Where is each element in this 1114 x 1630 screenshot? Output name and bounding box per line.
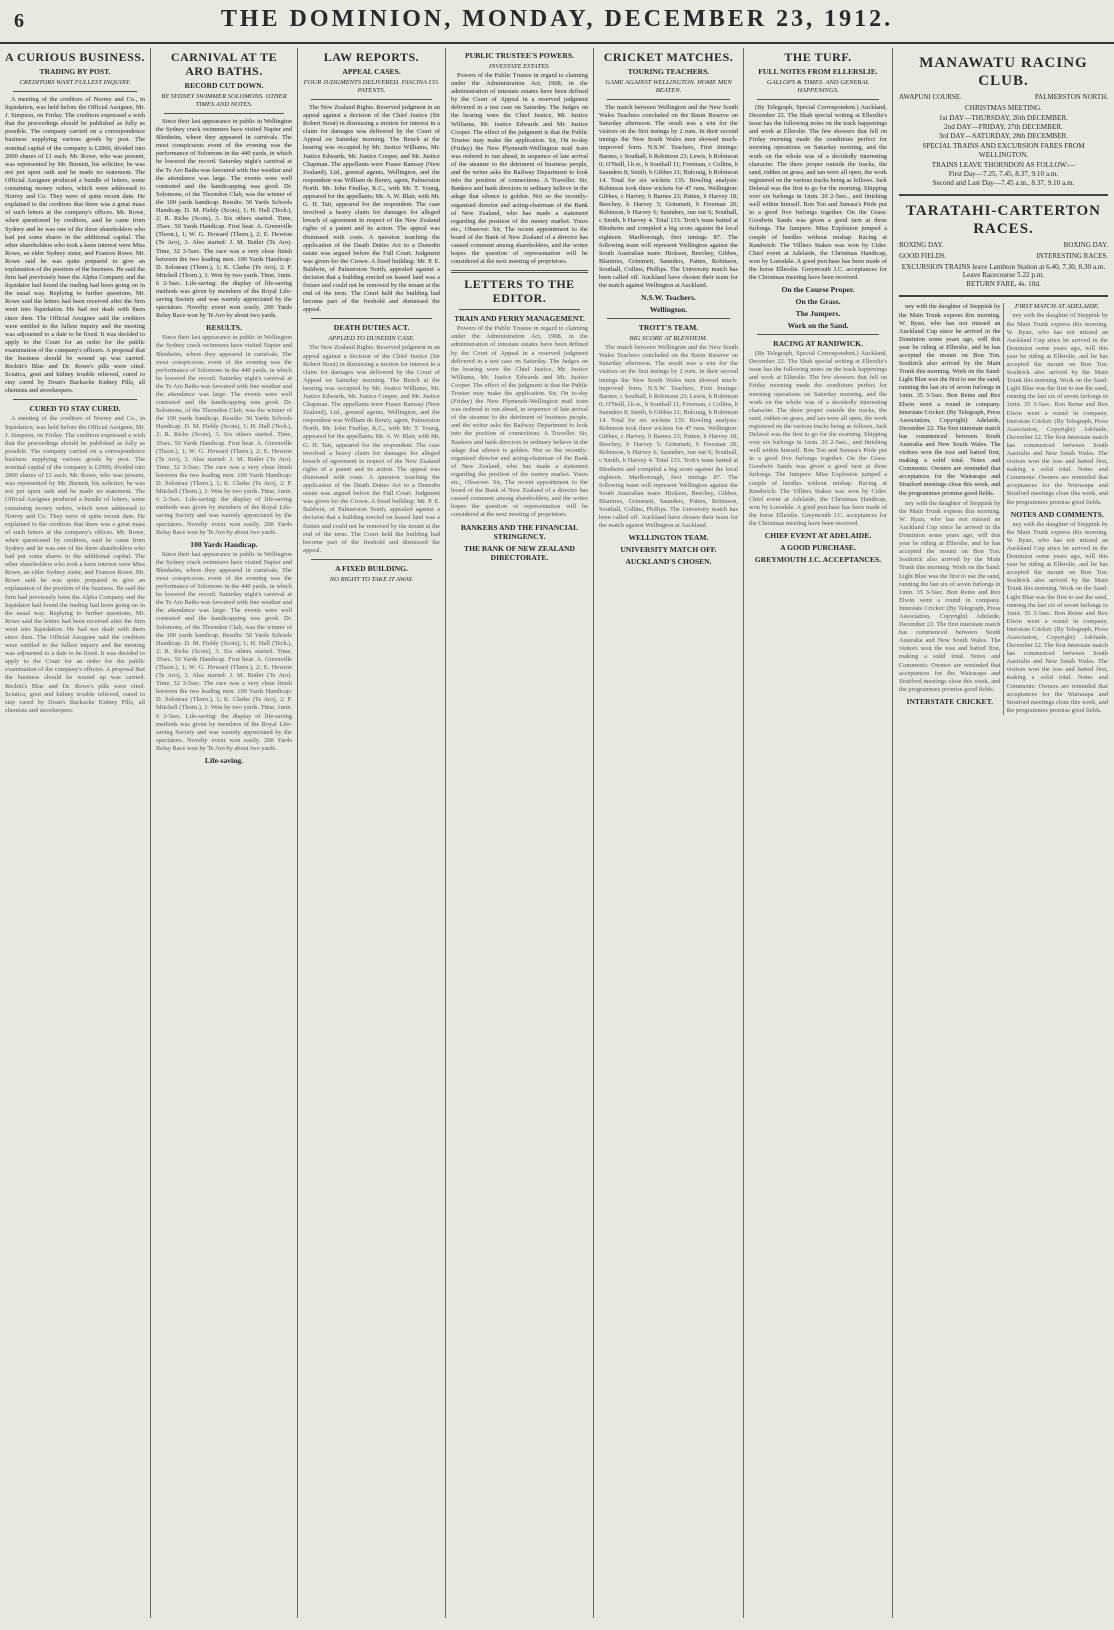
article-body: The New Zealand Rights. Reserved judgment in an appeal against a decision of the Chief Justice (Sir Robert Stout) in dismissing a motion for interest in a claim for damages was delivered by the Court of Appeal on Saturday morning. The Bench at the hearing was occupied by Mr. Justice Williams, Mr. Justice Edwards, Mr. Justice Cooper, and Mr. Justice Chapman. The appellants were Fraser Ramsay (New Zealand), Ltd., general agents, Wellington, and the respondent was William de Renzy, agent, Palmerston North. Mr. John Findlay, K.C., with Mr. T. Young, appeared for the appellants; Mr. A. W. Blair, with Mr. G. H. Tait, appeared for the respondent. The case involved a heavy claim for damages for alleged breach of agreement in respect of the New Zealand rights of a patent and its action. The appeal was dismissed with costs. A question touching the application of the Death Duties Act to a Dunedin estate was argued before the Full Court. Judgment was given for the Crown. A fixed building: Mr. P. E. Baldwin, of Palmerston North, appealed against a decision that a building erected on leased land was a fixture and could not be removed by the tenant at the end of the term. The Court held the building had become part of the freehold and dismissed the appeal. <box>303 104 440 314</box>
subheadline: N.S.W. Teachers. <box>641 293 696 303</box>
subheadline: RESULTS. <box>206 323 242 333</box>
ad-boxing-left: BOXING DAY. <box>899 240 944 249</box>
subheadline: RECORD CUT DOWN. <box>184 81 264 90</box>
article-body: The match between Wellington and the New South Wales Teachers concluded on the Basin Reserve on Saturday afternoon. The result was a win for the visitors on the first innings by 2 runs. In their second innings the New South Wales men showed much-improved form. N.S.W. Teachers, First Innings: Barnes, c Southall, b Robinson 23; Lewis, b Robinson 0; O'Neill, l.b.w., b Southall 11; Freeman, c Collins, b Saunders 8; Smith, b Gibbes 21; Bulcraig, b Robinson 14. Total for six wickets 135. Bowling analysis: Robinson took three wickets for 47 runs. Wellington: Gibbes, c Harvey, b Barnes 23; Patten, b Harvey 18; Beechey, b Harvey 5; Grimmett, b Freeman 20; Robinson, b Harvey 6; Saunders, run out 6; Southall, c Smith, b Harvey 4. Total 133. Trott's team batted at Blenheim and compiled a big score against the local eighteen. Marlborough, first innings 87. The following team will represent Wellington against the South Australian team: Hickson, Beechey, Gibbes, Blamires, Grimmett, Saunders, Patten, Robinson, Southall, Collins, Phillips. The University match has been called off. Auckland have chosen their team for the match against Wellington at Auckland. <box>599 344 738 530</box>
ad-meeting: CHRISTMAS MEETING. <box>964 104 1043 113</box>
subheadline: TOURING TEACHERS. <box>627 67 710 76</box>
ad-boxing-right: BOXING DAY. <box>1063 240 1108 249</box>
subheadline: INTERSTATE CRICKET. <box>906 696 993 706</box>
subheadline: On the Grass. <box>795 297 841 307</box>
divider <box>757 334 879 335</box>
column-4 <box>445 48 593 1618</box>
ad-course: AWAPUNI COURSE. <box>899 93 962 101</box>
subheadline: On the Course Proper. <box>781 285 855 295</box>
subheadline: CHIEF EVENT AT ADELAIDE. <box>764 531 872 541</box>
kicker: INVESTATE ESTATES. <box>488 63 551 70</box>
subheadline: 100 Yards Handicap. <box>190 539 258 549</box>
article-body: The New Zealand Rights. Reserved judgment in an appeal against a decision of the Chief Justice (Sir Robert Stout) in dismissing a motion for interest in a claim for damages was delivered by the Court of Appeal on Saturday morning. The Bench at the hearing was occupied by Mr. Justice Williams, Mr. Justice Edwards, Mr. Justice Cooper, and Mr. Justice Chapman. The appellants were Fraser Ramsay (New Zealand), Ltd., general agents, Wellington, and the respondent was William de Renzy, agent, Palmerston North. Mr. John Findlay, K.C., with Mr. T. Young, appeared for the appellants; Mr. A. W. Blair, with Mr. G. H. Tait, appeared for the respondent. The case involved a heavy claim for damages for alleged breach of agreement in respect of the New Zealand rights of a patent and its action. The appeal was dismissed with costs. A question touching the application of the Death Duties Act to a Dunedin estate was argued before the Full Court. Judgment was given for the Crown. A fixed building: Mr. P. E. Baldwin, of Palmerston North, appealed against a decision that a building erected on leased land was a fixture and could not be removed by the tenant at the end of the term. The Court held the building had become part of the freehold and dismissed the appeal. <box>303 344 440 554</box>
column-2 <box>150 48 297 1618</box>
article-body: ney with the daughter of Steppink by the Main Trunk express this morning. W. Ryan, who has not missed an Auckland Cup since he arrived in the Dominion some years ago, will this year be riding at Ellerslie, and he has accepted the mount on Bon Ton. Soultrick also arrived by the Main Trunk this morning. Work on the Sand: Light Blue was the first to use the sand, running the last six of seven furlongs in 1min. 35 3-5sec. Bon Reine and Rex Elwin went a round in company. Interstate Cricket: (By Telegraph, Press Association, Copyright) Adelaide, December 22. The first interstate match has commenced between South Australia and New South Wales. The visitors won the toss and batted first, making a solid total. Notes and Comments: Owners are reminded that acceptances for the Wairarapa and Stratford meetings close this week, and the programmes promise good fields. <box>899 303 1001 497</box>
article-body: Since their last appearance in public in Wellington the Sydney crack swimmers have visited Napier and Blenheim, where they appeared in carnivals. The most conspicuous event of the evening was the performance of Solomons in the 440 yards, in which he lowered the record. Saturday night's carnival at the Te Aro Baths was favoured with fine weather and the attendance was large. The events were well contested and the handicapping was good. Dr. Solomons, of the Thorndon Club, was the winner of the 100 yards handicap. Results: 50 Yards Schools Handicap. D. M. Fieldy (Scots), 1; H. Hall (Tech.), 2; R. Ricks (Scots), 3. Six others started. Time, 35sec. 50 Yards Handicap. First heat: A. Greenville (Thorn.), 1; W. G. Howard (Thorn.), 2; E. Hewton (Te Aro), 3. Also started: J. M. Butler (Te Aro). Time, 32 3-5sec. The race was a very close finish between the two leading men. 100 Yards Handicap: D. Soloman (Thorn.), 1; K. Clarke (Te Aro), 2; P. Mitchell (Thorn.), 3. Won by two yards. Time, 1min. 6 2-5sec. Life-saving: the display of life-saving methods was given by members of the Royal Life-saving Society and was warmly appreciated by the spectators. Novelty event won easily. 200 Yards Relay Race won by Te Aro by about two yards. <box>156 334 292 536</box>
kicker: GALLOPS & TIMES. AND GENERAL HAPPENINGS. <box>766 79 870 94</box>
article-body: ney with the daughter of Steppink by the Main Trunk express this morning. W. Ryan, who has not missed an Auckland Cup since he arrived in the Dominion some years ago, will this year be riding at Ellerslie, and he has accepted the mount on Bon Ton. Soultrick also arrived by the Main Trunk this morning. Work on the Sand: Light Blue was the first to use the sand, running the last six of seven furlongs in 1min. 35 3-5sec. Bon Reine and Rex Elwin went a round in company. Interstate Cricket: (By Telegraph, Press Association, Copyright) Adelaide, December 22. The first interstate match has commenced between South Australia and New South Wales. The visitors won the toss and batted first, making a solid total. Notes and Comments: Owners are reminded that acceptances for the Wairarapa and Stratford meetings close this week, and the programmes promise good fields. <box>899 499 1001 693</box>
kicker: BIG SCORE AT BLENHEIM. <box>629 335 708 343</box>
subheadline: TRAIN AND FERRY MANAGEMENT. <box>454 314 585 324</box>
kicker: CREDITORS WANT FULLEST INQUIRY. <box>19 79 131 86</box>
article-body: Powers of the Public Trustee in regard to claiming under the Administration Act, 1908, in the administration of intestate estates have been defined by the Court of Appeal in a reserved judgment delivered in a test case on Saturday. The Judges on the hearing were the Chief Justice, Mr. Justice Williams, Mr. Justice Edwards and Mr. Justice Cooper. The effect of the judgment is that the Public Trustee may make the application. Sir, On to-day (Friday) the New Plymouth-Wellington mail train was ordered to run ahead, in sequence of late arrival of the steamer to the detriment of business people, and the writer asks the Railway Department to look into the position of connections. A Traveller. Sir, Bankers and bank directors in ordinary believe in the adage that silence is golden. Not so the recently-organised director and acting-chairman of the Bank of New Zealand, who has made a statement regarding the position of the money market. Yours etc., Observer. Sir, The recent appointment to the board of the Bank of New Zealand of a director has caused comment among shareholders, and the writer hopes the question of representation will be considered at the next meeting of proprietors. <box>451 325 588 519</box>
divider <box>311 99 432 100</box>
subheadline: DEATH DUTIES ACT. <box>333 323 410 333</box>
ad-fields: GOOD FIELDS. <box>899 252 947 261</box>
article-body: Powers of the Public Trustee in regard to claiming under the Administration Act, 1908, in the administration of intestate estates have been defined by the Court of Appeal in a reserved judgment delivered in a test case on Saturday. The Judges on the hearing were the Chief Justice, Mr. Justice Williams, Mr. Justice Edwards and Mr. Justice Cooper. The effect of the judgment is that the Public Trustee may make the application. Sir, On to-day (Friday) the New Plymouth-Wellington mail train was ordered to run ahead, in sequence of late arrival of the steamer to the detriment of business people, and the writer asks the Railway Department to look into the position of connections. A Traveller. Sir, Bankers and bank directors in ordinary believe in the adage that silence is golden. Not so the recently-organised director and acting-chairman of the Bank of New Zealand, who has made a statement regarding the position of the money market. Yours etc., Observer. Sir, The recent appointment to the board of the Bank of New Zealand of a director has caused comment among shareholders, and the writer hopes the question of representation will be considered at the next meeting of proprietors. <box>451 72 588 266</box>
headline: CRICKET MATCHES. <box>603 50 734 64</box>
kicker: NO RIGHT TO TAKE IT AWAY. <box>329 575 414 583</box>
subheadline: The Jumpers. <box>795 309 841 319</box>
column-1 <box>0 48 150 1618</box>
article-body: (By Telegraph, Special Correspondent.) Auckland, December 22. The Shah special writing at Ellerslie's issue has the following notes on the track happenings and work at Ellerslie. The few showers that fell on Friday morning made the conditions perfect for morning operations on Saturday morning, and the work on the whole was of a decidedly interesting character. The three proper outside the tracks, the sand, ridden on grass, and tan were all open, the work registered on the various tracks being as follows. Jack Delaval was the first to go for the morning. Shipping over six furlongs in 1min. 20 2-5sec., and finishing well within himself. Bon Ton and Sunsea's Pride put in a good five furlongs together. On the Grass: Goodwin Sands was given a good turn at three furlongs. The Jumpers: Miss Explosion jumped a couple of hurdles without mishap. Racing at Randwick: The Villiers Stakes was won by Cider. Chief event at Adelaide, the Christmas Handicap, won by Lonsdale. A good purchase has been made of the horse Ellerslie. Greymouth J.C. acceptances for the Christmas meeting have been received. <box>749 350 887 528</box>
article-body: (By Telegraph, Special Correspondent.) Auckland, December 22. The Shah special writing at Ellerslie's issue has the following notes on the track happenings and work at Ellerslie. The few showers that fell on Friday morning made the conditions perfect for morning operations on Saturday morning, and the work on the whole was of a decidedly interesting character. The three proper outside the tracks, the sand, ridden on grass, and tan were all open, the work registered on the various tracks being as follows. Jack Delaval was the first to go for the morning. Shipping over six furlongs in 1min. 20 2-5sec., and finishing well within himself. Bon Ton and Sunsea's Pride put in a good five furlongs together. On the Grass: Goodwin Sands was given a good turn at three furlongs. The Jumpers: Miss Explosion jumped a couple of hurdles without mishap. Racing at Randwick: The Villiers Stakes was won by Cider. Chief event at Adelaide, the Christmas Handicap, won by Lonsdale. A good purchase has been made of the horse Ellerslie. Greymouth J.C. acceptances for the Christmas meeting have been received. <box>749 104 887 281</box>
ad-title: TARATAHI-CARTERTON RACES. <box>905 202 1102 237</box>
subheadline: THE BANK OF NEW ZEALAND DIRECTORATE. <box>464 543 575 562</box>
ad-times-1: First Day—7.25, 7.45, 8.37, 9.10 a.m. <box>948 169 1059 178</box>
advertisement-column <box>892 48 1114 1618</box>
article-body: A meeting of the creditors of Norrey and Co., in liquidation, was held before the Official Assignee, Mr. J. Simpson, on Friday. The creditors expressed a wish that the proceedings should be published as fully as possible. The company carried on a correspondence business supplying various goods by post. The nominal capital of the company is £2000, divided into 2000 shares of £1 each. Mr. Rowe, who was present, was represented by Mr. Burnett, his solicitor; he was not put upon oath and he made no statement. The Official Assignee produced a bundle of letters, some containing money orders, which were addressed to Norrey and Co. They were of quite recent date. He explained to the creditors that there was a great mass of such letters at the company's offices. Mr. Rowe, when questioned by creditors, said he came from Sydney and he was one of the three shareholders who had put some shares in the additional capital. The other shareholders who took a keen interest were Miss Rowe, an elder Sydney sister, and Frances Rowe. Mr. Rowe said he was quite prepared to give an explanation of the position of the business. He said the firm had previously been the Alpha Company and the liquidator had found the trading had been going on in the usual way. Replying to further questions, Mr. Rowe said the letters had been received after the firm went into liquidation. He had not dealt with them since then. The Official Assignee said the creditors were entitled to the fullest inquiry and the meeting was adjourned to a date to be fixed. It was decided to apply to the Court for an order for the public examination of the company's officers. A proposal that the business should be wound up was carried. Reckitt's Blue and Dr. Rowe's pills were cited. Sciatica, gout and kidney trouble relieved, cured to stay cured by Doan's Backache Kidney Pills, all chemists and storekeepers. <box>5 415 145 714</box>
subheadline: CURED TO STAY CURED. <box>29 404 121 414</box>
column-6 <box>743 48 892 1618</box>
manawatu-racing-ad <box>899 54 1108 196</box>
ad-location-row <box>899 93 1108 101</box>
headline: LAW REPORTS. <box>323 50 420 64</box>
subheadline: WELLINGTON TEAM. <box>628 533 709 543</box>
ad-title: MANAWATU RACING CLUB. <box>919 55 1088 89</box>
headline: LETTERS TO THE EDITOR. <box>464 277 575 306</box>
subheadline: AUCKLAND'S CHOSEN. <box>625 557 712 567</box>
kicker: APPLIED TO DUNEDIN CASE. <box>328 335 415 343</box>
headline: THE TURF. <box>784 50 852 64</box>
divider <box>459 309 580 310</box>
divider <box>164 113 284 114</box>
ad-times-2: Second and Last Day—7.45 a.m., 8.37, 9.10 a.m. <box>932 178 1075 187</box>
subheadline: A FIXED BUILDING. <box>335 563 408 573</box>
ad-day-1: 1st DAY—THURSDAY, 26th DECEMBER. <box>939 114 1068 123</box>
subheadline: NOTES AND COMMENTS. <box>1010 509 1104 519</box>
article-body: Since their last appearance in public in Wellington the Sydney crack swimmers have visited Napier and Blenheim, where they appeared in carnivals. The most conspicuous event of the evening was the performance of Solomons in the 440 yards, in which he lowered the record. Saturday night's carnival at the Te Aro Baths was favoured with fine weather and the attendance was large. The events were well contested and the handicapping was good. Dr. Solomons, of the Thorndon Club, was the winner of the 100 yards handicap. Results: 50 Yards Schools Handicap. D. M. Fieldy (Scots), 1; H. Hall (Tech.), 2; R. Ricks (Scots), 3. Six others started. Time, 35sec. 50 Yards Handicap. First heat: A. Greenville (Thorn.), 1; W. G. Howard (Thorn.), 2; E. Hewton (Te Aro), 3. Also started: J. M. Butler (Te Aro). Time, 32 3-5sec. The race was a very close finish between the two leading men. 100 Yards Handicap: D. Soloman (Thorn.), 1; K. Clarke (Te Aro), 2; P. Mitchell (Thorn.), 3. Won by two yards. Time, 1min. 6 2-5sec. Life-saving: the display of life-saving methods was given by members of the Royal Life-saving Society and was warmly appreciated by the spectators. Novelty event won easily. 200 Yards Relay Race won by Te Aro by about two yards. <box>156 550 292 752</box>
article-body: ney with the daughter of Steppink by the Main Trunk express this morning. W. Ryan, who has not missed an Auckland Cup since he arrived in the Dominion some years ago, will this year be riding at Ellerslie, and he has accepted the mount on Bon Ton. Soultrick also arrived by the Main Trunk this morning. Work on the Sand: Light Blue was the first to use the sand, running the last six of seven furlongs in 1min. 35 3-5sec. Bon Reine and Rex Elwin went a round in company. Interstate Cricket: (By Telegraph, Press Association, Copyright) Adelaide, December 22. The first interstate match has commenced between South Australia and New South Wales. The visitors won the toss and batted first, making a solid total. Notes and Comments: Owners are reminded that acceptances for the Wairarapa and Stratford meetings close this week, and the programmes promise good fields. <box>1006 520 1108 714</box>
divider <box>451 270 588 273</box>
headline: A CURIOUS BUSINESS. <box>5 50 145 64</box>
subheadline: GREYMOUTH J.C. ACCEPTANCES. <box>754 555 882 565</box>
article-body: ney with the daughter of Steppink by the Main Trunk express this morning. W. Ryan, who has not missed an Auckland Cup since he arrived in the Dominion some years ago, will this year be riding at Ellerslie, and he has accepted the mount on Bon Ton. Soultrick also arrived by the Main Trunk this morning. Work on the Sand: Light Blue was the first to use the sand, running the last six of seven furlongs in 1min. 35 3-5sec. Bon Reine and Rex Elwin went a round in company. Interstate Cricket: (By Telegraph, Press Association, Copyright) Adelaide, December 22. The first interstate match has commenced between South Australia and New South Wales. The visitors won the toss and batted first, making a solid total. Notes and Comments: Owners are reminded that acceptances for the Wairarapa and Stratford meetings close this week, and the programmes promise good fields. <box>1006 312 1108 506</box>
divider <box>607 99 730 100</box>
masthead-title: THE DOMINION, MONDAY, DECEMBER 23, 1912. <box>220 6 894 32</box>
article-body: A meeting of the creditors of Norrey and Co., in liquidation, was held before the Official Assignee, Mr. J. Simpson, on Friday. The creditors expressed a wish that the proceedings should be published as fully as possible. The company carried on a correspondence business supplying various goods by post. The nominal capital of the company is £2000, divided into 2000 shares of £1 each. Mr. Rowe, who was present, was represented by Mr. Burnett, his solicitor; he was not put upon oath and he made no statement. The Official Assignee produced a bundle of letters, some containing money orders, which were addressed to Norrey and Co. They were of quite recent date. He explained to the creditors that there was a great mass of such letters at the company's offices. Mr. Rowe, when questioned by creditors, said he came from Sydney and he was one of the three shareholders who had put some shares in the additional capital. The other shareholders who took a keen interest were Miss Rowe, an elder Sydney sister, and Frances Rowe. Mr. Rowe said he was quite prepared to give an explanation of the position of the business. He said the firm had previously been the Alpha Company and the liquidator had found the trading had been going on in the usual way. Replying to further questions, Mr. Rowe said the letters had been received after the firm went into liquidation. He had not dealt with them since then. The Official Assignee said the creditors were entitled to the fullest inquiry and the meeting was adjourned to a date to be fixed. It was decided to apply to the Court for an order for the public examination of the company's officers. A proposal that the business should be wound up was carried. Reckitt's Blue and Dr. Rowe's pills were cited. Sciatica, gout and kidney trouble relieved, cured to stay cured by Doan's Backache Kidney Pills, all chemists and storekeepers. <box>5 96 145 395</box>
article-body: Since their last appearance in public in Wellington the Sydney crack swimmers have visited Napier and Blenheim, where they appeared in carnivals. The most conspicuous event of the evening was the performance of Solomons in the 440 yards, in which he lowered the record. Saturday night's carnival at the Te Aro Baths was favoured with fine weather and the attendance was large. The events were well contested and the handicapping was good. Dr. Solomons, of the Thorndon Club, was the winner of the 100 yards handicap. Results: 50 Yards Schools Handicap. D. M. Fieldy (Scots), 1; H. Hall (Tech.), 2; R. Ricks (Scots), 3. Six others started. Time, 35sec. 50 Yards Handicap. First heat: A. Greenville (Thorn.), 1; W. G. Howard (Thorn.), 2; E. Hewton (Te Aro), 3. Also started: J. M. Butler (Te Aro). Time, 32 3-5sec. The race was a very close finish between the two leading men. 100 Yards Handicap: D. Soloman (Thorn.), 1; K. Clarke (Te Aro), 2; P. Mitchell (Thorn.), 3. Won by two yards. Time, 1min. 6 2-5sec. Life-saving: the display of life-saving methods was given by members of the Royal Life-saving Society and was warmly appreciated by the spectators. Novelty event won easily. 200 Yards Relay Race won by Te Aro by about two yards. <box>156 118 292 320</box>
divider <box>13 91 137 92</box>
subheadline: BANKERS AND THE FINANCIAL STRINGENCY. <box>460 522 579 541</box>
ad-day-3: 3rd DAY—SATURDAY, 28th DECEMBER. <box>938 132 1069 141</box>
subheadline: TRADING BY POST. <box>39 67 111 76</box>
kicker: FIRST MATCH AT ADELAIDE. <box>1015 303 1100 311</box>
subheadline: Life-saving. <box>204 756 244 766</box>
kicker: BY SYDNEY SWIMMER SOLOMONS. OTHER TIMES AND NOTES. <box>161 93 287 108</box>
column-3 <box>297 48 445 1618</box>
divider <box>13 399 137 400</box>
masthead <box>0 0 1114 44</box>
divider <box>311 559 432 560</box>
subheadline: RACING AT RANDWICK. <box>773 339 863 349</box>
subheadline: TROTT'S TEAM. <box>638 323 699 333</box>
turf-continued-text <box>899 303 1108 715</box>
kicker: FOUR JUDGMENTS DELIVERED. FASCINA CO. PATENTS. <box>303 79 440 94</box>
page-number: 6 <box>14 10 24 32</box>
ad-trains: SPECIAL TRAINS AND EXCURSION FARES FROM WELLINGTON. <box>922 142 1085 159</box>
headline: CARNIVAL AT TE ARO BATHS. <box>170 50 278 78</box>
divider <box>311 318 432 319</box>
subheadline: PUBLIC TRUSTEE'S POWERS. <box>465 51 574 60</box>
divider <box>607 318 730 319</box>
ad-town: PALMERSTON NORTH. <box>1034 93 1108 101</box>
subheadline: UNIVERSITY MATCH OFF. <box>620 545 717 555</box>
subheadline: Work on the Sand. <box>787 321 849 331</box>
ad-trains-note: TRAINS LEAVE THORNDON AS FOLLOW:— <box>931 160 1076 169</box>
subheadline: APPEAL CASES. <box>342 67 401 76</box>
ad-fields-row <box>899 252 1108 260</box>
ad-racing: INTERESTING RACES. <box>1036 252 1108 261</box>
subheadline: Wellington. <box>649 305 688 315</box>
column-5 <box>593 48 743 1618</box>
taratahi-races-ad <box>899 202 1108 297</box>
article-body: The match between Wellington and the New South Wales Teachers concluded on the Basin Reserve on Saturday afternoon. The result was a win for the visitors on the first innings by 2 runs. In their second innings the New South Wales men showed much-improved form. N.S.W. Teachers, First Innings: Barnes, c Southall, b Robinson 23; Lewis, b Robinson 0; O'Neill, l.b.w., b Southall 11; Freeman, c Collins, b Saunders 8; Smith, b Gibbes 21; Bulcraig, b Robinson 14. Total for six wickets 135. Bowling analysis: Robinson took three wickets for 47 runs. Wellington: Gibbes, c Harvey, b Barnes 23; Patten, b Harvey 18; Beechey, b Harvey 5; Grimmett, b Freeman 20; Robinson, b Harvey 6; Saunders, run out 6; Southall, c Smith, b Harvey 4. Total 133. Trott's team batted at Blenheim and compiled a big score against the local eighteen. Marlborough, first innings 87. The following team will represent Wellington against the South Australian team: Hickson, Beechey, Gibbes, Blamires, Grimmett, Saunders, Patten, Robinson, Southall, Collins, Phillips. The University match has been called off. Auckland have chosen their team for the match against Wellington at Auckland. <box>599 104 738 290</box>
subheadline: FULL NOTES FROM ELLERSLIE. <box>758 67 878 76</box>
subheadline: A GOOD PURCHASE. <box>780 543 856 553</box>
kicker: GAME AGAINST WELLINGTON. HOME MEN BEATEN. <box>605 79 732 94</box>
ad-boxing-row <box>899 241 1108 249</box>
ad-fare: RETURN FARE, 4s. 10d. <box>966 280 1041 289</box>
divider <box>757 99 879 100</box>
ad-day-2: 2nd DAY—FRIDAY, 27th DECEMBER. <box>944 123 1063 132</box>
ad-trains: EXCURSION TRAINS leave Lambton Station at 6.40, 7.30, 8.30 a.m. Leave Racecourse 5.22 p.m. <box>901 263 1106 280</box>
